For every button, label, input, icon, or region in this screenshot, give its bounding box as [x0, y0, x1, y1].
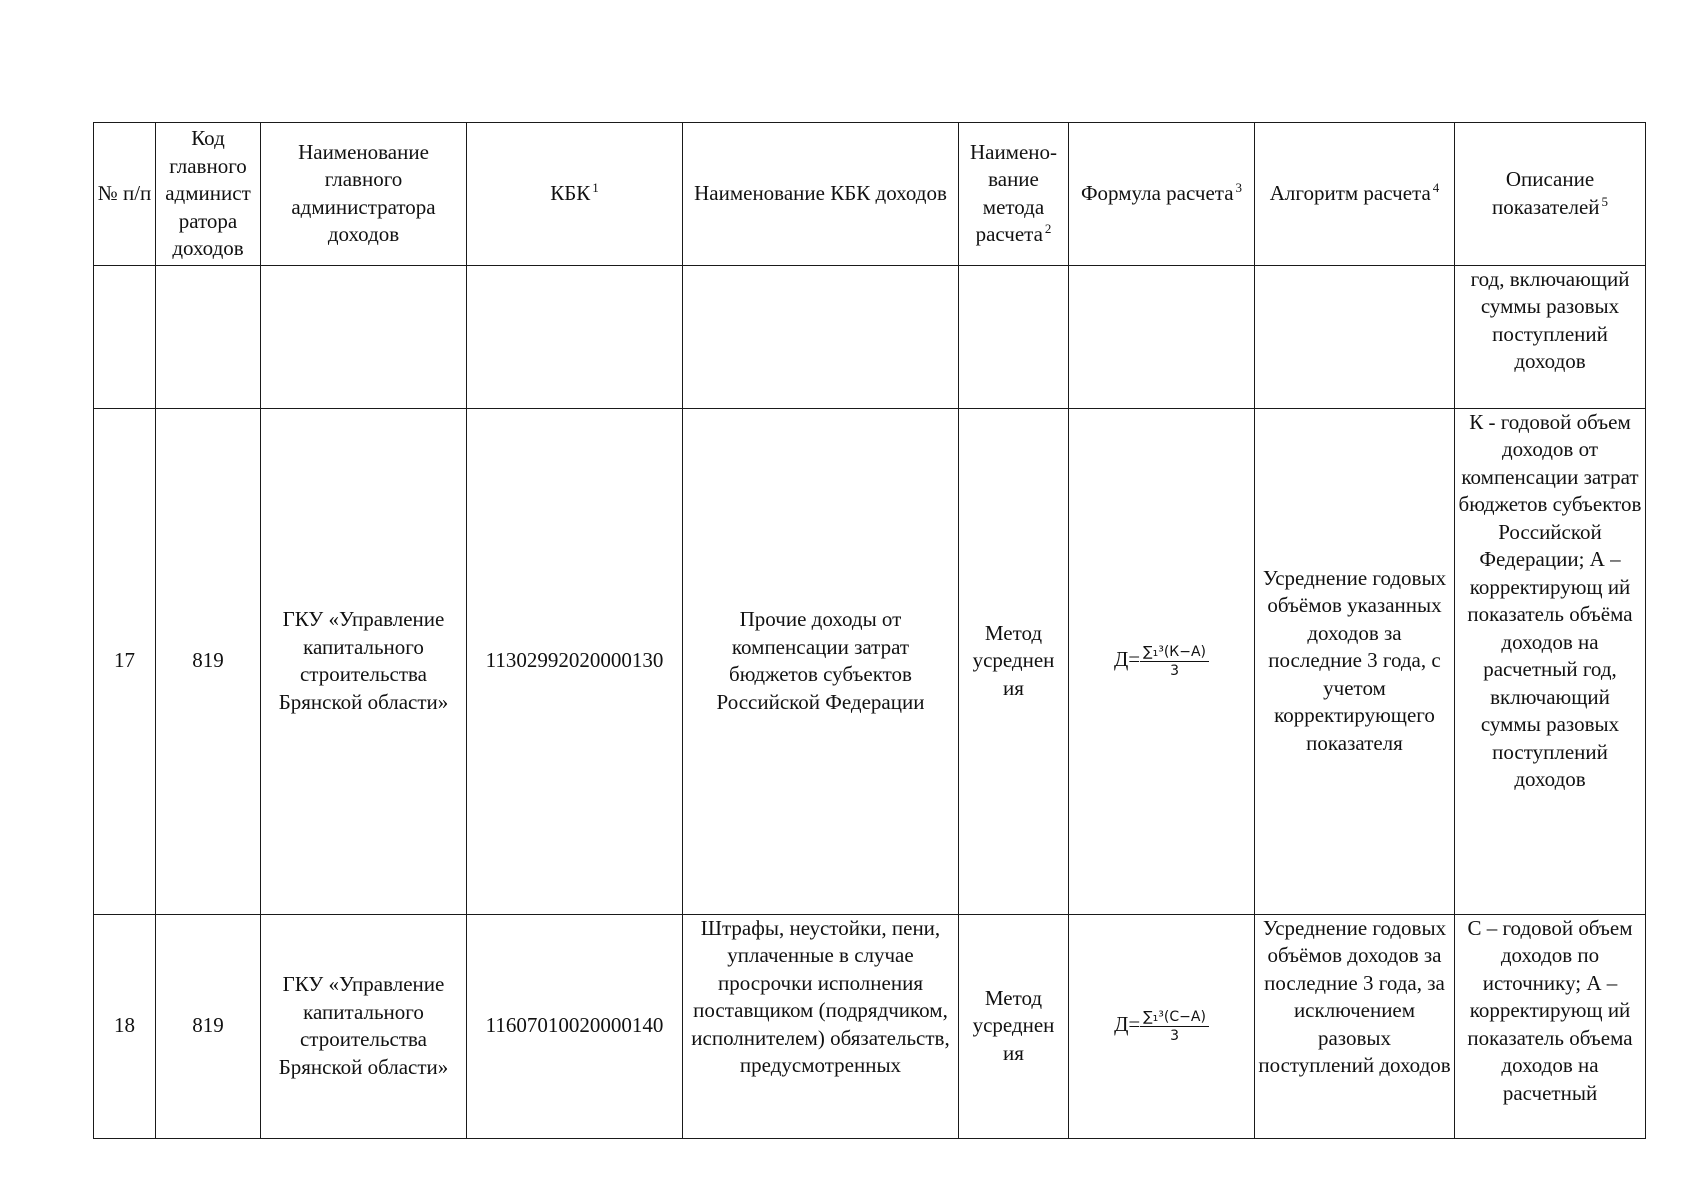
header-method: Наимено- вание метода расчета $^2$ — [959, 123, 1069, 266]
cell-code: 819 — [156, 408, 261, 914]
cell-method: Метод усреднен ия — [959, 408, 1069, 914]
cell-admin: ГКУ «Управление капитального строительства Брянской области» — [261, 914, 467, 1138]
cell-code: 819 — [156, 914, 261, 1138]
header-description: Описание показателей $^5$ — [1455, 123, 1646, 266]
cell-algorithm: Усреднение годовых объёмов доходов за последние 3 года, за исключением разовых поступлений доходов — [1255, 914, 1455, 1138]
formula-lhs: Д= — [1113, 646, 1141, 671]
cell-formula — [1069, 408, 1255, 914]
header-admin-name: Наименование главного администратора доходов — [261, 123, 467, 266]
header-admin-code: Код главного админист ратора доходов — [156, 123, 261, 266]
cell-num: 18 — [94, 914, 156, 1138]
table-row — [94, 914, 1646, 1138]
table-row — [94, 408, 1646, 914]
cell-description: К - годовой объем доходов от компенсации затрат бюджетов субъектов Российской Федерации; А – корректирующ ий показатель объёма доходов на расчетный год, включающий суммы разовых поступлений доходов — [1455, 408, 1646, 914]
formula-numerator: ∑₁³(К−А) — [1140, 643, 1209, 662]
cell-num: 17 — [94, 408, 156, 914]
revenue-methods-table — [93, 122, 1646, 1139]
formula-lhs: Д= — [1114, 1011, 1141, 1036]
footnote-4: 4 — [1432, 180, 1440, 195]
cell-kbk-name: Штрафы, неустойки, пени, уплаченные в случае просрочки исполнения поставщиком (подрядчиком, исполнителем) обязательств, предусмотренных — [683, 914, 959, 1138]
cell-algorithm — [1255, 265, 1455, 408]
cell-code — [156, 265, 261, 408]
table-header-row — [94, 123, 1646, 266]
cell-kbk: 11607010020000140 — [467, 914, 683, 1138]
header-formula: Формула расчета $^3$ — [1069, 123, 1255, 266]
cell-method — [959, 265, 1069, 408]
table-row — [94, 265, 1646, 408]
cell-formula — [1069, 914, 1255, 1138]
formula — [1114, 1008, 1209, 1044]
formula-fraction — [1140, 1008, 1209, 1045]
header-kbk: КБК $^1$ — [467, 123, 683, 266]
cell-num — [94, 265, 156, 408]
cell-description: С – годовой объем доходов по источнику; А – корректирующ ий показатель объема доходов на расчетный — [1455, 914, 1646, 1138]
header-algorithm: Алгоритм расчета $^4$ — [1255, 123, 1455, 266]
cell-algorithm: Усреднение годовых объёмов указанных доходов за последние 3 года, с учетом корректирующего показателя — [1255, 408, 1455, 914]
footnote-5: 5 — [1601, 193, 1609, 209]
formula — [1113, 643, 1209, 679]
cell-admin: ГКУ «Управление капитального строительства Брянской области» — [261, 408, 467, 914]
formula-numerator: ∑₁³(С−А) — [1140, 1008, 1209, 1027]
header-num: № п/п — [94, 123, 156, 266]
formula-denominator: 3 — [1170, 662, 1180, 679]
cell-formula — [1069, 265, 1255, 408]
cell-kbk-name: Прочие доходы от компенсации затрат бюджетов субъектов Российской Федерации — [683, 408, 959, 914]
footnote-3: 3 — [1235, 180, 1243, 195]
cell-description: год, включающий суммы разовых поступлений доходов — [1455, 265, 1646, 408]
footnote-2: 2 — [1044, 221, 1052, 237]
formula-fraction — [1140, 643, 1209, 680]
cell-kbk-name — [683, 265, 959, 408]
formula-denominator: 3 — [1170, 1027, 1180, 1044]
footnote-1: 1 — [592, 180, 599, 195]
cell-kbk: 11302992020000130 — [467, 408, 683, 914]
cell-method: Метод усреднен ия — [959, 914, 1069, 1138]
header-kbk-name: Наименование КБК доходов — [683, 123, 959, 266]
cell-kbk — [467, 265, 683, 408]
cell-admin — [261, 265, 467, 408]
